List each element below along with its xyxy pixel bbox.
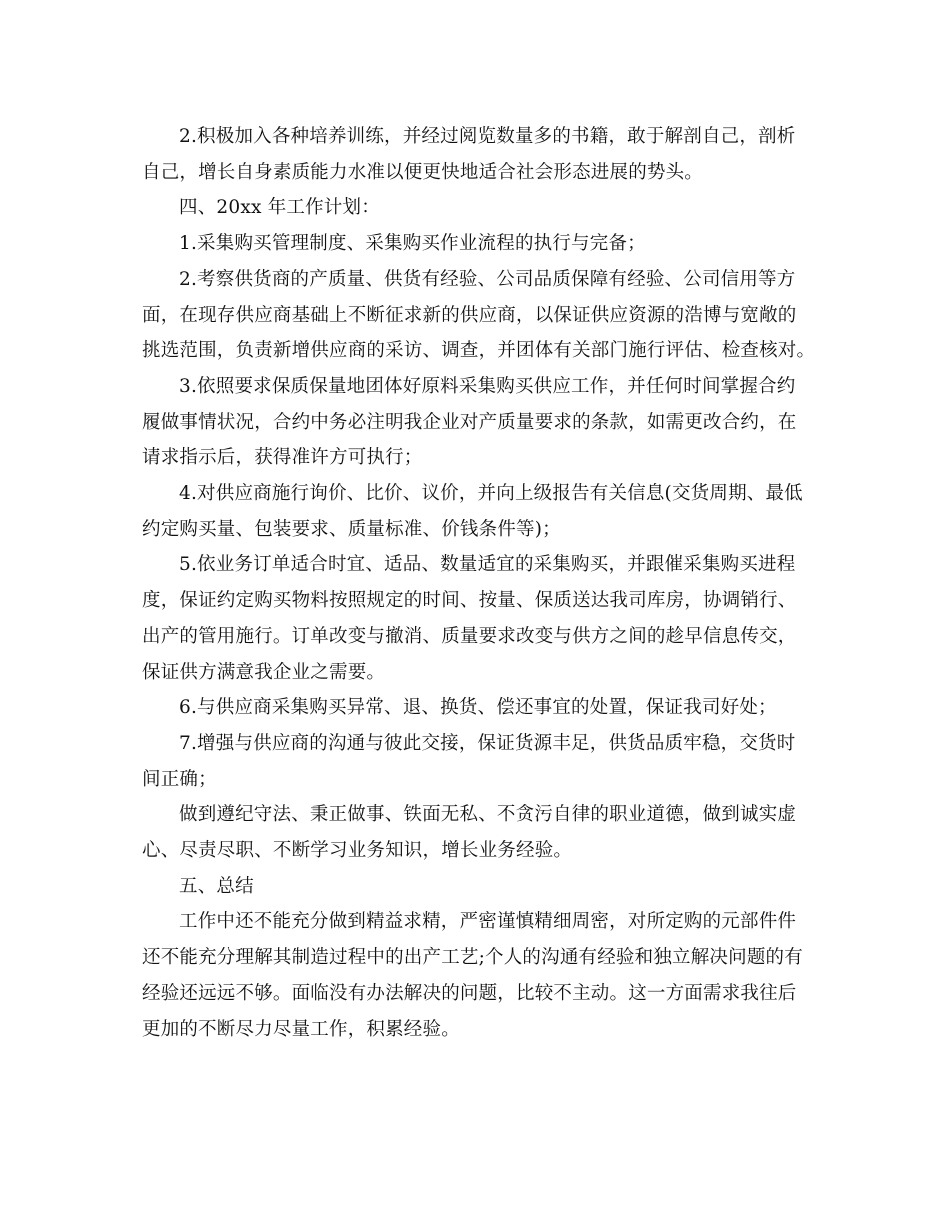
text-line: 4.对供应商施行询价、比价、议价，并向上级报告有关信息(交货周期、最低 — [179, 483, 803, 505]
text-line: 自己，增长自身素质能力水准以便更快地适合社会形态进展的势头。 — [142, 161, 704, 183]
text-line: 做到遵纪守法、秉正做事、铁面无私、不贪污自律的职业道德，做到诚实虚 — [179, 804, 797, 826]
text-line: 挑选范围，负责新增供应商的采访、调查，并团体有关部门施行评估、检查核对。 — [142, 340, 816, 362]
text-line: 3.依照要求保质保量地团体好原料采集购买供应工作，并任何时间掌握合约 — [179, 375, 796, 397]
text-line: 心、尽责尽职、不断学习业务知识，增长业务经验。 — [142, 840, 573, 862]
text-line: 间正确； — [142, 768, 217, 790]
paragraph-plan-6 — [142, 690, 810, 726]
paragraph-training — [142, 119, 810, 190]
text-line: 经验还远远不够。面临没有办法解决的问题，比较不主动。这一方面需求我往后 — [142, 982, 797, 1004]
text-line: 5.依业务订单适合时宜、适品、数量适宜的采集购买，并跟催采集购买进程 — [179, 554, 796, 576]
text-line: 2.考察供货商的产质量、供货有经验、公司品质保障有经验、公司信用等方 — [179, 268, 796, 290]
paragraph-plan-3 — [142, 369, 810, 476]
paragraph-plan-7 — [142, 726, 810, 797]
text-line: 四、20xx 年工作计划： — [179, 197, 380, 219]
paragraph-plan-4 — [142, 476, 810, 547]
text-line: 1.采集购买管理制度、采集购买作业流程的执行与完备； — [179, 233, 646, 255]
text-line: 保证供方满意我企业之需要。 — [142, 661, 386, 683]
text-line: 2.积极加入各种培养训练，并经过阅览数量多的书籍，敢于解剖自己，剖析 — [179, 126, 796, 147]
text-line: 请求指示后，获得准许方可执行； — [142, 447, 423, 469]
text-line: 约定购买量、包装要求、质量标准、价钱条件等)； — [142, 518, 561, 540]
text-line: 还不能充分理解其制造过程中的出产工艺;个人的沟通有经验和独立解决问题的有 — [142, 947, 803, 969]
text-line: 五、总结 — [179, 875, 254, 897]
section-heading-work-plan — [142, 190, 810, 226]
paragraph-plan-1 — [142, 226, 810, 262]
text-line: 7.增强与供应商的沟通与彼此交接，保证货源丰足，供货品质牢稳，交货时 — [179, 732, 796, 754]
text-line: 出产的管用施行。订单改变与撤消、质量要求改变与供方之间的趁早信息传交， — [142, 625, 797, 647]
document-body — [142, 119, 816, 1047]
section-heading-summary — [142, 869, 810, 905]
paragraph-plan-2 — [142, 262, 816, 369]
text-line: 6.与供应商采集购买异常、退、换货、偿还事宜的处置，保证我司好处； — [179, 697, 777, 719]
text-line: 工作中还不能充分做到精益求精，严密谨慎精细周密，对所定购的元部件件 — [179, 911, 797, 933]
paragraph-ethics — [142, 797, 810, 868]
text-line: 面，在现存供应商基础上不断征求新的供应商，以保证供应资源的浩博与宽敞的 — [142, 304, 797, 326]
text-line: 履做事情状况，合约中务必注明我企业对产质量要求的条款，如需更改合约，在 — [142, 411, 797, 433]
text-line: 度，保证约定购买物料按照规定的时间、按量、保质送达我司库房，协调销行、 — [142, 590, 797, 612]
text-line: 更加的不断尽力尽量工作，积累经验。 — [142, 1018, 460, 1040]
paragraph-plan-5 — [142, 547, 810, 690]
paragraph-summary — [142, 904, 810, 1047]
